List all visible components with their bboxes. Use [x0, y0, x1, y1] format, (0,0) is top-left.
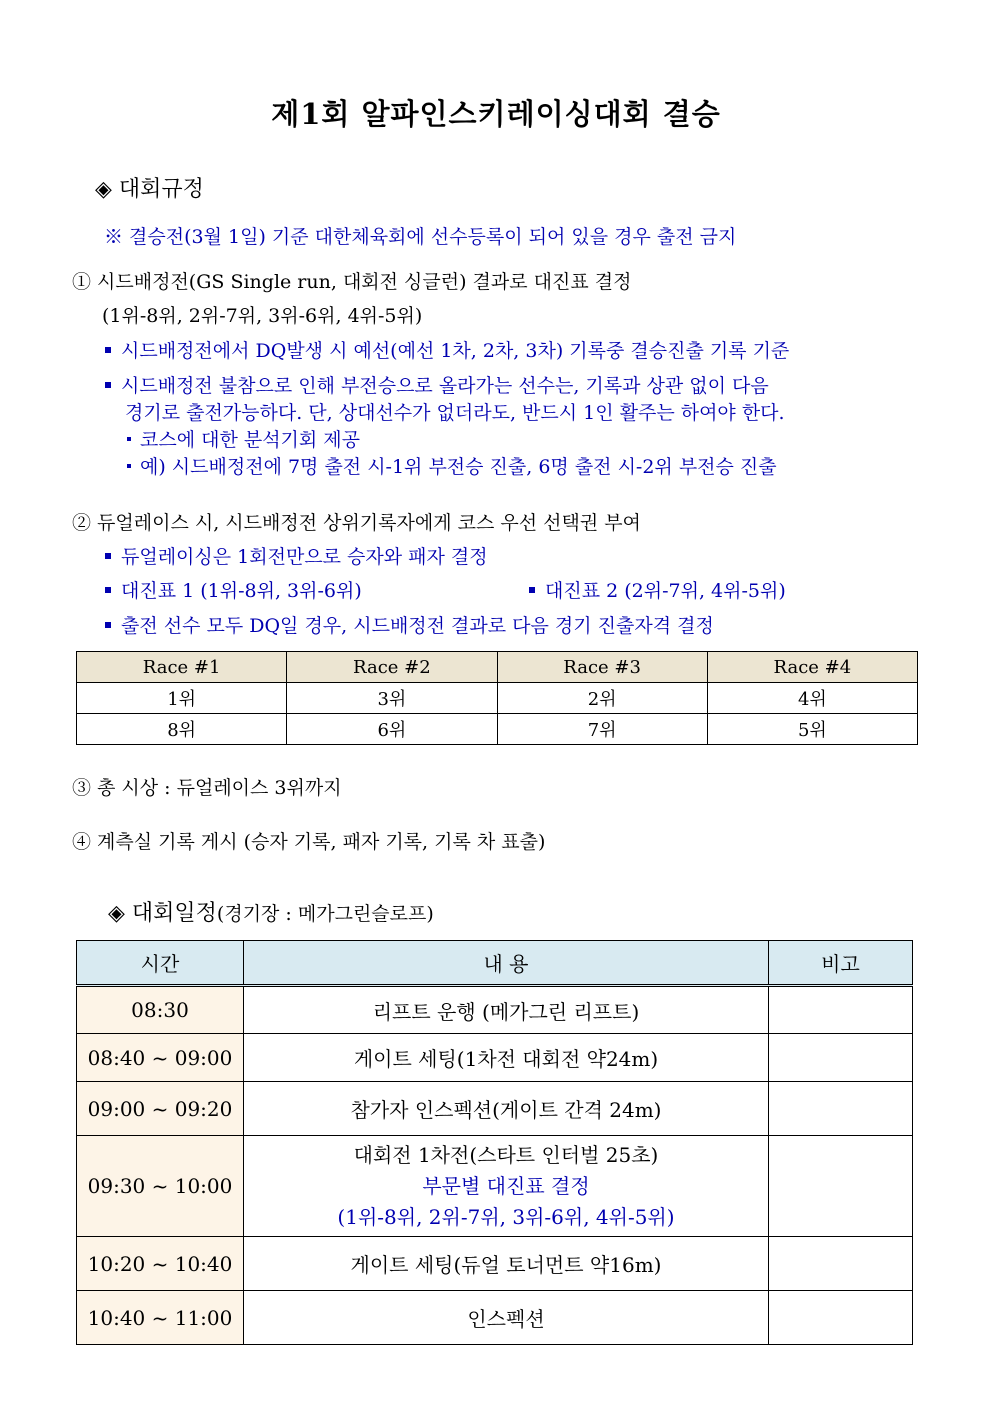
schedule-time: 08:40 ~ 09:00: [77, 1034, 244, 1082]
bullet-square-icon: [105, 622, 111, 628]
schedule-row: [77, 986, 913, 1034]
rule-2-bullet-3-text: 출전 선수 모두 DQ일 경우, 시드배정전 결과로 다음 경기 진출자격 결정: [121, 615, 714, 637]
schedule-note: [769, 1291, 913, 1345]
bullet-square-icon: [105, 382, 111, 388]
rule-2-bracket-2: [529, 576, 786, 603]
race-table-row: [77, 683, 918, 714]
schedule-header-row: [77, 941, 913, 986]
rule-1-sub-1-text: 코스에 대한 분석기회 제공: [140, 429, 361, 451]
race-header: Race #3: [497, 652, 707, 683]
rule-2-bracket-1-text: 대진표 1 (1위-8위, 3위-6위): [121, 580, 362, 602]
schedule-content: 리프트 운행 (메가그린 리프트): [244, 986, 769, 1034]
schedule-row: [77, 1237, 913, 1291]
race-cell: 5위: [707, 714, 917, 745]
schedule-heading: [108, 896, 434, 927]
race-table-row: [77, 714, 918, 745]
rule-1-sub-1: [127, 425, 360, 452]
rule-2-bullet-1-text: 듀얼레이싱은 1회전만으로 승자와 패자 결정: [121, 546, 488, 568]
rule-2-bullet-1: [105, 542, 488, 569]
rule-2-bullet-3: [105, 611, 714, 638]
race-cell: 8위: [77, 714, 287, 745]
rule-2-bracket-1: [105, 576, 362, 603]
schedule-note: [769, 1237, 913, 1291]
schedule-content-bracket: 부문별 대진표 결정: [422, 1173, 590, 1198]
bullet-dot-icon: [127, 437, 131, 441]
race-cell: 7위: [497, 714, 707, 745]
rule-2-bracket-2-text: 대진표 2 (2위-7위, 4위-5위): [545, 580, 786, 602]
rule-1-sub-2-text: 예) 시드배정전에 7명 출전 시-1위 부전승 진출, 6명 출전 시-2위 부전승 진출: [140, 456, 777, 478]
rule-2-title: ② 듀얼레이스 시, 시드배정전 상위기록자에게 코스 우선 선택권 부여: [72, 512, 641, 534]
schedule-row: [77, 1082, 913, 1136]
race-header: Race #1: [77, 652, 287, 683]
schedule-row: [77, 1136, 913, 1237]
rule-1-pairing: (1위-8위, 2위-7위, 3위-6위, 4위-5위): [102, 305, 423, 327]
schedule-time: 10:40 ~ 11:00: [77, 1291, 244, 1345]
schedule-time: 08:30: [77, 986, 244, 1034]
schedule-content: 참가자 인스펙션(게이트 간격 24m): [244, 1082, 769, 1136]
race-table-header-row: [77, 652, 918, 683]
race-bracket-table: [76, 651, 918, 745]
schedule-row: [77, 1034, 913, 1082]
schedule-time: 10:20 ~ 10:40: [77, 1237, 244, 1291]
bullet-square-icon: [105, 347, 111, 353]
schedule-content: 게이트 세팅(듀얼 토너먼트 약16m): [244, 1237, 769, 1291]
schedule-header-content: 내 용: [244, 941, 769, 986]
schedule-venue: (경기장 : 메가그린슬로프): [216, 903, 434, 925]
schedule-header-time: 시간: [77, 941, 244, 986]
rule-1-bullet-bye-text: 시드배정전 불참으로 인해 부전승으로 올라가는 선수는, 기록과 상관 없이 다음: [121, 375, 769, 397]
race-cell: 2위: [497, 683, 707, 714]
rule-1-bullet-bye: [105, 371, 769, 398]
bullet-dot-icon: [127, 464, 131, 468]
schedule-content-multi: [244, 1136, 769, 1237]
rules-heading: ◈ 대회규정: [95, 177, 204, 202]
rule-4: ④ 계측실 기록 게시 (승자 기록, 패자 기록, 기록 차 표출): [72, 831, 546, 853]
race-cell: 1위: [77, 683, 287, 714]
schedule-content: 게이트 세팅(1차전 대회전 약24m): [244, 1034, 769, 1082]
race-cell: 3위: [287, 683, 497, 714]
rule-1-sub-2: [127, 452, 777, 479]
schedule-note: [769, 1034, 913, 1082]
schedule-content: 인스펙션: [244, 1291, 769, 1345]
schedule-note: [769, 986, 913, 1034]
rule-1-bullet-dq-text: 시드배정전에서 DQ발생 시 예선(예선 1차, 2차, 3차) 기록중 결승진출 기록 기준: [121, 340, 790, 362]
rule-1-bullet-bye-cont: 경기로 출전가능하다. 단, 상대선수가 없더라도, 반드시 1인 활주는 하여야 한다.: [125, 402, 785, 424]
schedule-table: [76, 940, 913, 1345]
rule-1-title: ① 시드배정전(GS Single run, 대회전 싱글런) 결과로 대진표 결정: [72, 271, 632, 293]
bullet-square-icon: [105, 553, 111, 559]
schedule-note: [769, 1136, 913, 1237]
race-cell: 4위: [707, 683, 917, 714]
schedule-heading-main: ◈ 대회일정: [108, 901, 217, 926]
schedule-content-pairing: (1위-8위, 2위-7위, 3위-6위, 4위-5위): [337, 1204, 675, 1229]
schedule-content: 대회전 1차전(스타트 인터벌 25초): [353, 1142, 659, 1167]
schedule-note: [769, 1082, 913, 1136]
rule-3: ③ 총 시상 : 듀얼레이스 3위까지: [72, 777, 342, 799]
bullet-square-icon: [529, 587, 535, 593]
registration-notice: ※ 결승전(3월 1일) 기준 대한체육회에 선수등록이 되어 있을 경우 출전 금지: [104, 226, 737, 248]
schedule-time: 09:30 ~ 10:00: [77, 1136, 244, 1237]
rule-1-bullet-dq: [105, 336, 789, 363]
bullet-square-icon: [105, 587, 111, 593]
race-header: Race #4: [707, 652, 917, 683]
page-title: 제1회 알파인스키레이싱대회 결승: [271, 97, 721, 131]
race-cell: 6위: [287, 714, 497, 745]
race-header: Race #2: [287, 652, 497, 683]
schedule-row: [77, 1291, 913, 1345]
schedule-time: 09:00 ~ 09:20: [77, 1082, 244, 1136]
schedule-header-note: 비고: [769, 941, 913, 986]
